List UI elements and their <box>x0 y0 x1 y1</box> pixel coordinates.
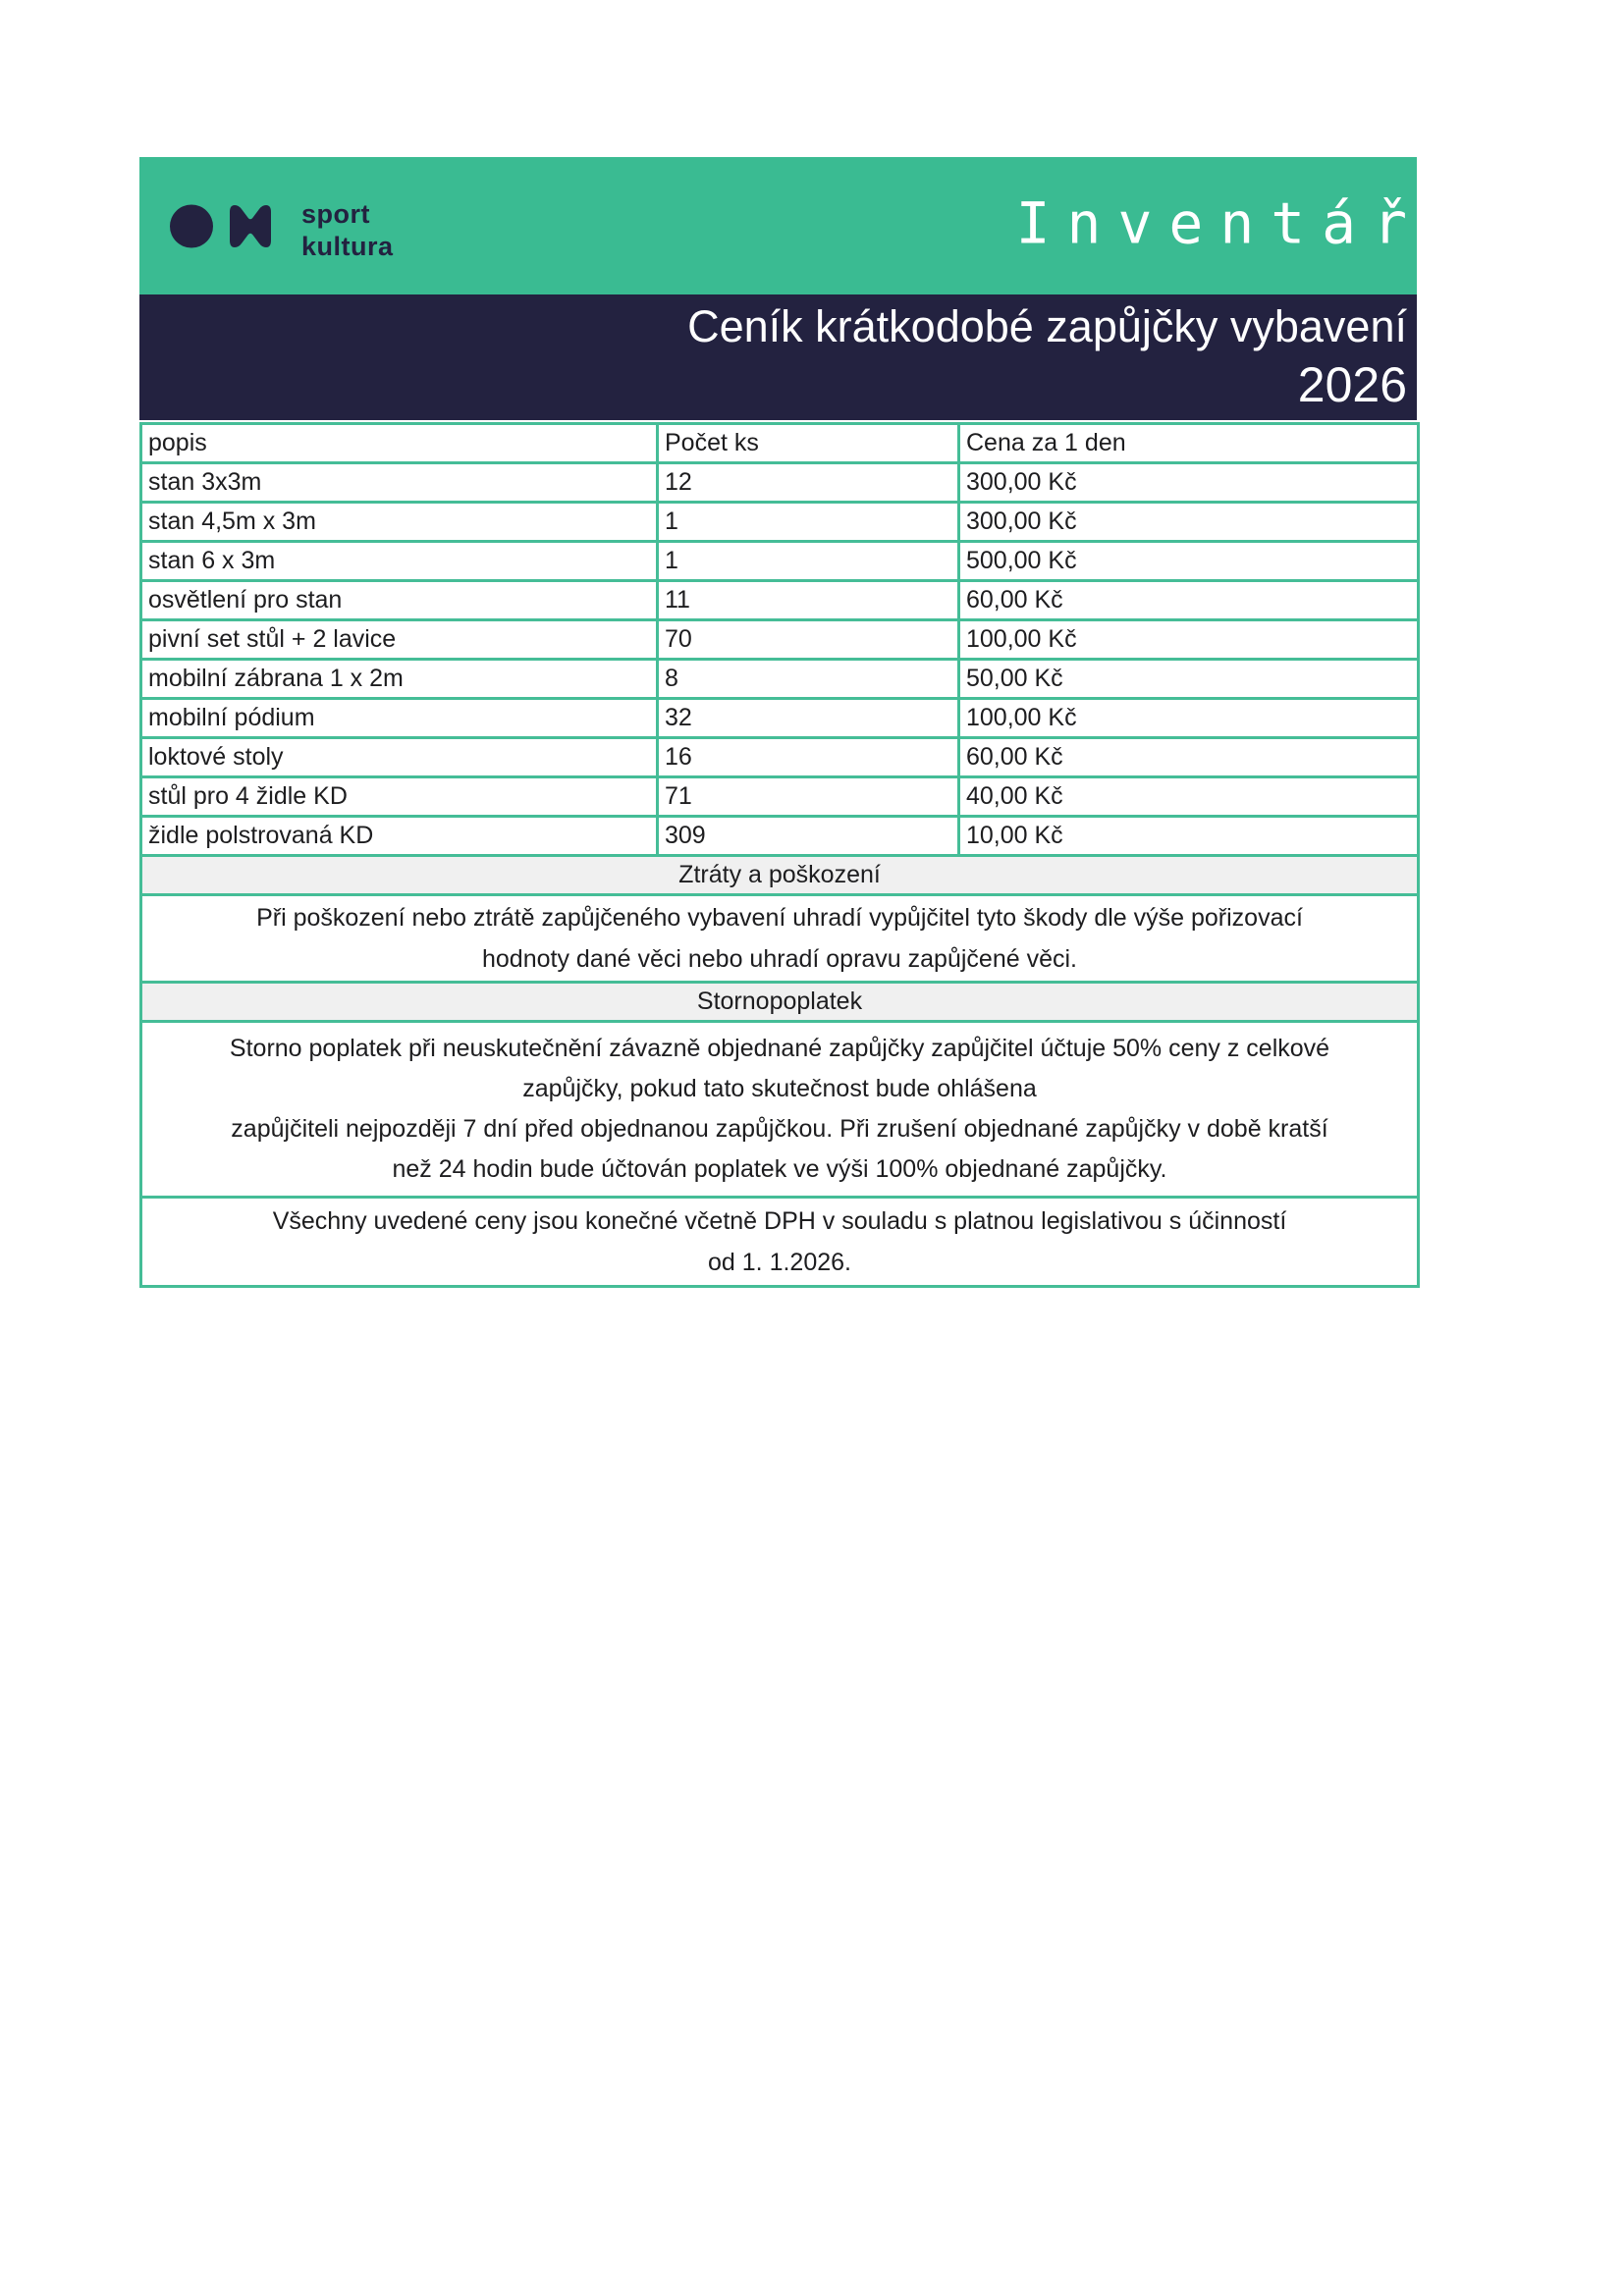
column-header-pocet: Počet ks <box>658 424 959 463</box>
cell-popis: stan 4,5m x 3m <box>141 503 658 542</box>
sport-kultura-logo-icon <box>170 204 275 248</box>
document-header <box>139 157 1424 294</box>
footer-note <box>141 1198 1419 1287</box>
table-row <box>141 660 1419 699</box>
cell-popis: pivní set stůl + 2 lavice <box>141 620 658 660</box>
cell-pocet: 309 <box>658 817 959 856</box>
paragraph-line: od 1. 1.2026. <box>708 1249 851 1276</box>
brand-wordmark <box>301 198 394 263</box>
paragraph-line: Storno poplatek při neuskutečnění závazně objednané zapůjčky zapůjčitel účtuje 50% ceny z celkové <box>229 1035 1330 1062</box>
cell-popis: židle polstrovaná KD <box>141 817 658 856</box>
subtitle-banner <box>139 294 1417 420</box>
brand-line1: sport <box>301 199 370 229</box>
cell-pocet: 11 <box>658 581 959 620</box>
table-header-row <box>141 424 1419 463</box>
section-row <box>141 1198 1419 1287</box>
cell-cena: 50,00 Kč <box>959 660 1419 699</box>
cell-popis: stan 6 x 3m <box>141 542 658 581</box>
cell-cena: 10,00 Kč <box>959 817 1419 856</box>
page-title: Inventář <box>1015 189 1424 257</box>
table-row <box>141 542 1419 581</box>
section-heading-cancellation: Stornopoplatek <box>141 983 1419 1022</box>
cell-cena: 100,00 Kč <box>959 620 1419 660</box>
table-row <box>141 777 1419 817</box>
paragraph-line: Při poškození nebo ztrátě zapůjčeného vybavení uhradí vypůjčitel tyto škody dle výše pořizovací <box>256 904 1303 932</box>
cell-pocet: 70 <box>658 620 959 660</box>
cell-popis: mobilní zábrana 1 x 2m <box>141 660 658 699</box>
banner-year: 2026 <box>1297 357 1407 412</box>
banner-title: Ceník krátkodobé zapůjčky vybavení <box>687 301 1407 351</box>
section-row <box>141 983 1419 1022</box>
cell-pocet: 71 <box>658 777 959 817</box>
cell-cena: 300,00 Kč <box>959 503 1419 542</box>
cell-pocet: 8 <box>658 660 959 699</box>
cell-pocet: 32 <box>658 699 959 738</box>
cell-cena: 40,00 Kč <box>959 777 1419 817</box>
cell-popis: loktové stoly <box>141 738 658 777</box>
table-row <box>141 699 1419 738</box>
cell-cena: 100,00 Kč <box>959 699 1419 738</box>
paragraph-line: zapůjčky, pokud tato skutečnost bude ohlášena <box>522 1075 1037 1102</box>
table-row <box>141 817 1419 856</box>
cell-popis: mobilní pódium <box>141 699 658 738</box>
cell-cena: 60,00 Kč <box>959 581 1419 620</box>
paragraph-line: zapůjčiteli nejpozději 7 dní před objednanou zapůjčkou. Při zrušení objednané zapůjčky v době kratší <box>231 1115 1328 1143</box>
table-row <box>141 738 1419 777</box>
cell-popis: stan 3x3m <box>141 463 658 503</box>
table-row <box>141 503 1419 542</box>
losses-paragraph <box>141 895 1419 983</box>
cell-pocet: 1 <box>658 503 959 542</box>
cell-cena: 60,00 Kč <box>959 738 1419 777</box>
section-row <box>141 895 1419 983</box>
cell-pocet: 16 <box>658 738 959 777</box>
section-row <box>141 856 1419 895</box>
cell-cena: 500,00 Kč <box>959 542 1419 581</box>
price-table <box>139 422 1420 1288</box>
table-row <box>141 463 1419 503</box>
document-page <box>139 157 1424 1288</box>
cell-popis: stůl pro 4 židle KD <box>141 777 658 817</box>
table-row <box>141 620 1419 660</box>
column-header-cena: Cena za 1 den <box>959 424 1419 463</box>
cell-cena: 300,00 Kč <box>959 463 1419 503</box>
cancellation-paragraph <box>141 1022 1419 1198</box>
table-row <box>141 581 1419 620</box>
paragraph-line: Všechny uvedené ceny jsou konečné včetně DPH v souladu s platnou legislativou s účinností <box>272 1207 1287 1235</box>
cell-pocet: 1 <box>658 542 959 581</box>
column-header-popis: popis <box>141 424 658 463</box>
logo-circle-icon <box>170 205 213 248</box>
cell-pocet: 12 <box>658 463 959 503</box>
cell-popis: osvětlení pro stan <box>141 581 658 620</box>
paragraph-line: než 24 hodin bude účtován poplatek ve výši 100% objednané zapůjčky. <box>392 1155 1167 1183</box>
brand-line2: kultura <box>301 232 394 261</box>
logo-bowtie-icon <box>230 205 271 247</box>
paragraph-line: hodnoty dané věci nebo uhradí opravu zapůjčené věci. <box>482 945 1077 973</box>
section-row <box>141 1022 1419 1198</box>
section-heading-losses: Ztráty a poškození <box>141 856 1419 895</box>
